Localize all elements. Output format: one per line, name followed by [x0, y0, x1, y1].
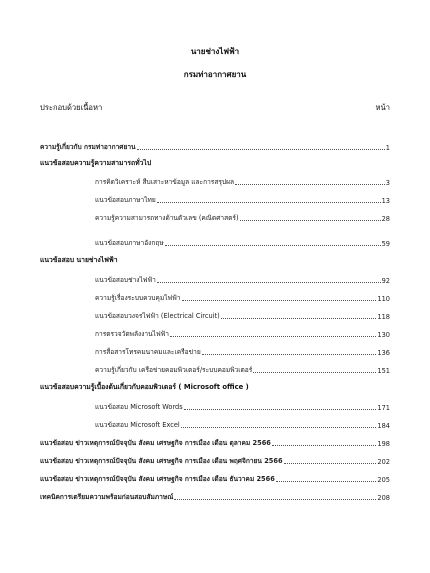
toc-entry: [95, 291, 390, 303]
toc-entry-page: 198: [377, 440, 390, 448]
toc-entry: [95, 345, 390, 357]
toc-entry-label: การคิดวิเคราะห์ สืบเสาะหาข้อมูล และการสรุปผล: [95, 178, 234, 186]
toc-entry: [40, 140, 390, 152]
toc-entry-label: ความรู้เกี่ยวกับ เครือข่ายคอมพิวเตอร์/ระบบคอมพิวเตอร์: [95, 366, 253, 374]
toc-entry: [95, 236, 390, 248]
dot-leader: [202, 351, 377, 355]
toc-entry-label: แนวข้อสอบ ข่าวเหตุการณ์ปัจจุบัน สังคม เศรษฐกิจ การเมือง เดือน ธันวาคม 2566: [40, 475, 275, 483]
toc-entry-page: 28: [381, 215, 390, 223]
toc-entry-page: 171: [377, 404, 390, 412]
toc-entry-page: 13: [381, 197, 390, 205]
dot-leader: [182, 297, 377, 301]
contents-label: ประกอบด้วยเนื้อหา: [40, 103, 103, 112]
toc-entry-page: 208: [377, 494, 390, 502]
dot-leader: [221, 315, 377, 319]
toc-entry-page: 202: [377, 458, 390, 466]
toc-entry-label: แนวข้อสอบภาษาอังกฤษ: [95, 239, 164, 247]
toc-entry: [95, 211, 390, 223]
section-heading: แนวข้อสอบความรู้ความสามารถทั่วไป: [40, 159, 152, 167]
toc-entry-label: แนวข้อสอบภาษาไทย: [95, 196, 156, 204]
toc-entry-label: ความรู้เกี่ยวกับ กรมท่าอากาศยาน: [40, 143, 136, 151]
toc-entry-page: 3: [385, 179, 390, 187]
dot-leader: [276, 478, 377, 482]
toc-entry: [95, 175, 390, 187]
dot-leader: [157, 279, 381, 283]
toc-entry-page: 92: [381, 277, 390, 285]
dot-leader: [181, 424, 377, 428]
toc-entry: [95, 327, 390, 339]
toc-entry-label: แนวข้อสอบ ข่าวเหตุการณ์ปัจจุบัน สังคม เศรษฐกิจ การเมือง เดือน พฤศจิกายน 2566: [40, 457, 283, 465]
section-heading: แนวข้อสอบ นายช่างไฟฟ้า: [40, 256, 118, 264]
toc-entry-label: แนวข้อสอบ Microsoft Excel: [95, 421, 180, 429]
dot-leader: [272, 442, 377, 446]
page-column-label: หน้า: [375, 103, 390, 112]
toc-entry: [40, 490, 390, 502]
toc-entry-label: ความรู้เรื่องระบบควบคุมไฟฟ้า: [95, 294, 181, 302]
toc-entry-label: การตรวจวัดพลังงานไฟฟ้า: [95, 330, 170, 338]
toc-entry: [40, 454, 390, 466]
toc-entry-page: 59: [381, 240, 390, 248]
toc-entry-label: การสื่อสารโทรคมนาคมและเครือข่าย: [95, 348, 201, 356]
toc-entry-page: 151: [377, 367, 390, 375]
toc-header: [40, 102, 390, 114]
toc-entry: [40, 472, 390, 484]
toc-entry-label: แนวข้อสอบ ข่าวเหตุการณ์ปัจจุบัน สังคม เศรษฐกิจ การเมือง เดือน ตุลาคม 2566: [40, 439, 271, 447]
document-title: นายช่างไฟฟ้า: [190, 47, 240, 56]
toc-entry-page: 130: [377, 331, 390, 339]
toc-entry-page: 136: [377, 349, 390, 357]
toc-entry-page: 110: [377, 295, 390, 303]
document-subtitle: กรมท่าอากาศยาน: [183, 70, 247, 79]
toc-entry-label: ความรู้ความสามารถทางด้านตัวเลข (คณิตศาสตร์): [95, 214, 239, 222]
dot-leader: [235, 181, 385, 185]
toc-entry-label: เทคนิคการเตรียมความพร้อมก่อนสอบสัมภาษณ์: [40, 493, 174, 501]
dot-leader: [170, 333, 376, 337]
toc-entry: [95, 193, 390, 205]
dot-leader: [174, 496, 376, 500]
dot-leader: [157, 199, 381, 203]
toc-entry: [95, 418, 390, 430]
dot-leader: [184, 406, 377, 410]
toc-entry-label: แนวข้อสอบวงจรไฟฟ้า (Electrical Circuit): [95, 312, 220, 320]
toc-entry: [95, 363, 390, 375]
toc-entry: [95, 309, 390, 321]
toc-entry-page: 118: [377, 313, 390, 321]
dot-leader: [165, 242, 381, 246]
toc-entry-label: แนวข้อสอบ Microsoft Words: [95, 403, 183, 411]
dot-leader: [240, 217, 381, 221]
toc-entry: [40, 436, 390, 448]
dot-leader: [253, 369, 376, 373]
toc-entry: [95, 273, 390, 285]
toc-entry-page: 205: [377, 476, 390, 484]
dot-leader: [284, 460, 377, 464]
toc-entry-page: 184: [377, 422, 390, 430]
toc-entry-page: 1: [385, 144, 390, 152]
toc-entry: [95, 400, 390, 412]
section-heading: แนวข้อสอบความรู้เบื้องต้นเกี่ยวกับคอมพิวเตอร์ ( Microsoft office ): [40, 383, 249, 391]
toc-entry-label: แนวข้อสอบช่างไฟฟ้า: [95, 276, 156, 284]
dot-leader: [137, 146, 385, 150]
